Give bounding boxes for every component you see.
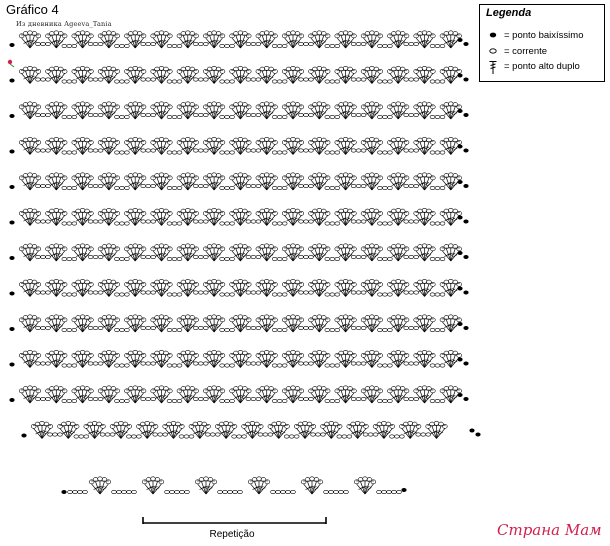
chart-title: Gráfico 4 [6, 2, 59, 17]
watermark: Страна Мам [497, 521, 602, 539]
foundation-row [61, 477, 406, 494]
stitch-row [9, 279, 468, 296]
credit-text: Из дневника Ageeva_Tania [16, 20, 112, 28]
legend-label: = ponto alto duplo [504, 61, 580, 72]
stitch-row [9, 386, 468, 403]
stitch-row [9, 315, 468, 332]
stitch-row [21, 421, 480, 438]
repeat-label: Repetição [209, 529, 255, 540]
stitch-row [9, 102, 468, 119]
stitch-row [9, 137, 468, 154]
flower-icon [8, 60, 14, 67]
stitch-row [9, 244, 468, 261]
stitch-row [9, 66, 468, 83]
stitch-row [9, 173, 468, 190]
stitch-row [9, 208, 468, 225]
stitch-row [9, 350, 468, 367]
legend-title: Legenda [486, 7, 532, 19]
legend-label: = ponto baixíssimo [504, 30, 584, 41]
repeat-bracket [143, 517, 326, 524]
legend-label: = corrente [504, 46, 548, 57]
stitch-row [9, 31, 468, 48]
